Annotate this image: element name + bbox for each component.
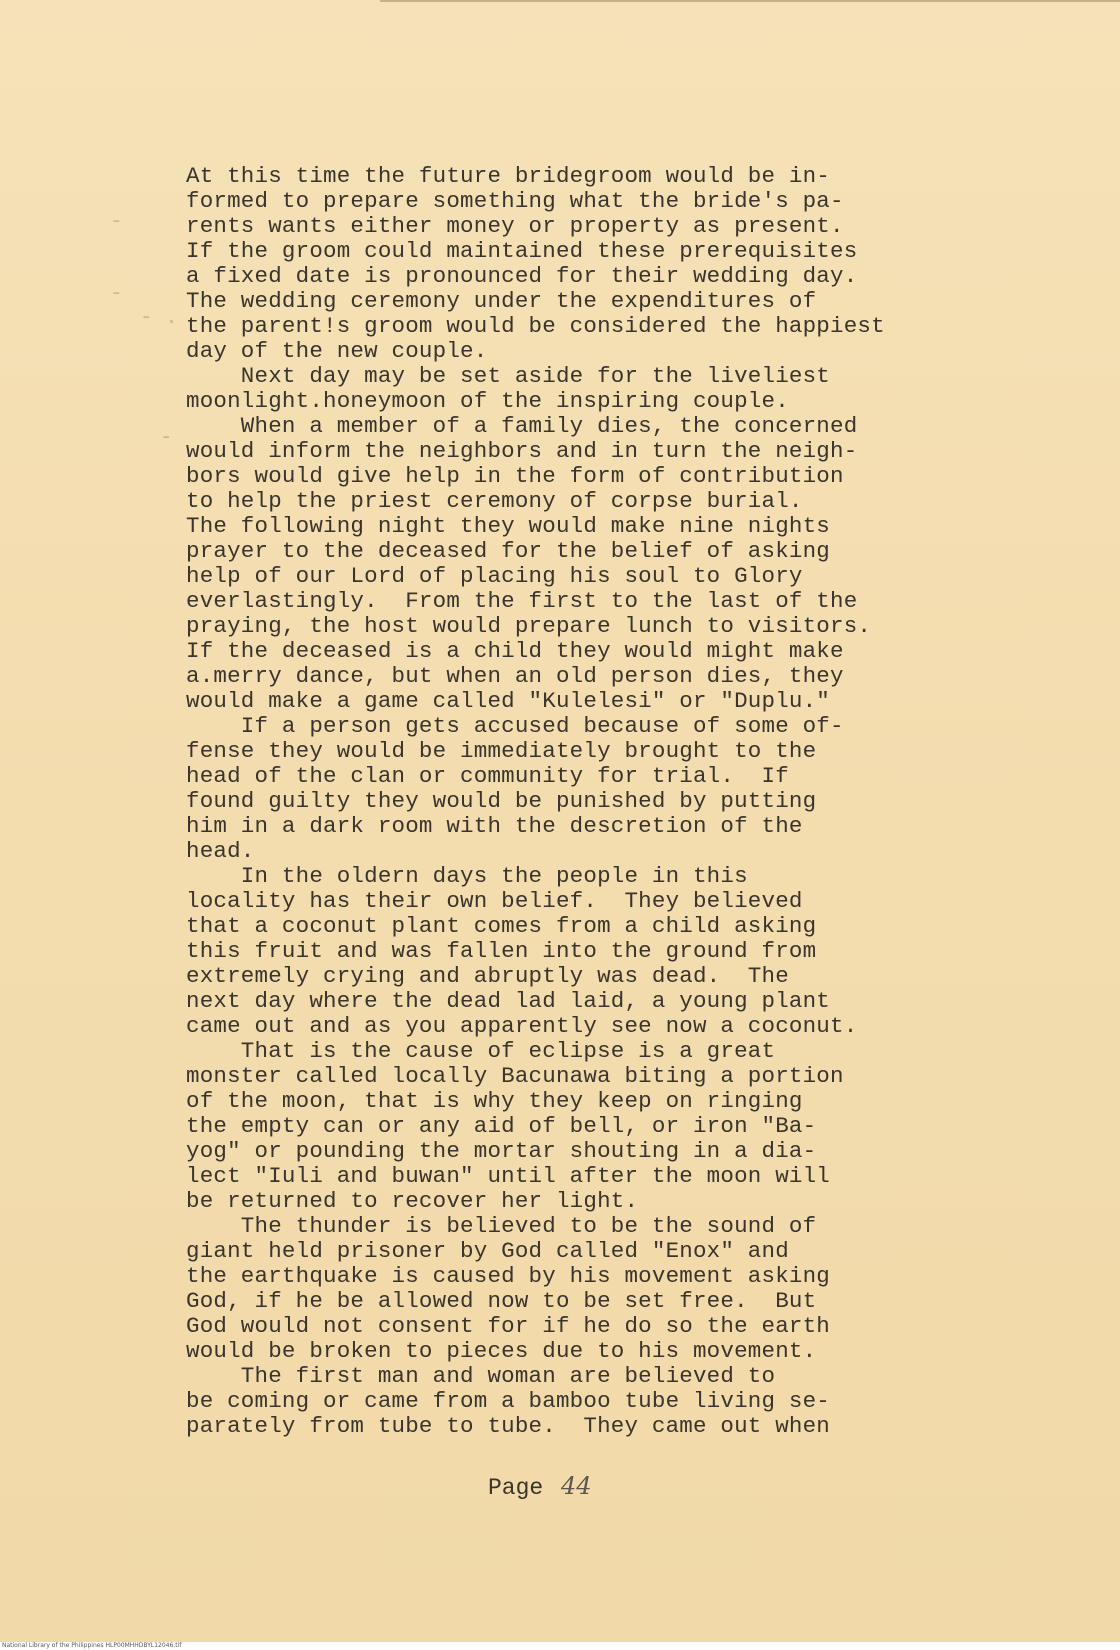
text-line: If a person gets accused because of some of- <box>186 713 844 739</box>
text-line: the earthquake is caused by his movement asking <box>186 1263 831 1289</box>
text-line: yog" or pounding the mortar shouting in a dia- <box>186 1138 817 1164</box>
text-line: the parent!s groom would be considered the happiest <box>186 313 885 339</box>
text-line: monster called locally Bacunawa biting a portion <box>186 1063 844 1089</box>
text-line: locality has their own belief. They believed <box>186 888 803 914</box>
text-line: found guilty they would be punished by putting <box>186 788 817 814</box>
text-line: bors would give help in the form of contribution <box>186 463 844 489</box>
text-line: a.merry dance, but when an old person dies, they <box>186 663 844 689</box>
text-line: everlastingly. From the first to the last of the <box>186 588 858 614</box>
show-through-marks: - <box>110 211 123 234</box>
page-number-value: 44 <box>561 1472 592 1500</box>
page-number-label: Page <box>488 1475 544 1501</box>
text-line: prayer to the deceased for the belief of asking <box>186 538 831 564</box>
scan-footer <box>0 1642 1120 1650</box>
text-line: help of our Lord of placing his soul to Glory <box>186 563 803 589</box>
text-line: that a coconut plant comes from a child asking <box>186 913 817 939</box>
text-line: giant held prisoner by God called "Enox" and <box>186 1238 789 1264</box>
text-line: him in a dark room with the descretion of the <box>186 813 803 839</box>
text-line: formed to prepare something what the bride's pa- <box>186 188 844 214</box>
text-line: extremely crying and abruptly was dead. The <box>186 963 789 989</box>
typewritten-body <box>186 164 1086 1439</box>
text-line: head of the clan or community for trial. If <box>186 763 789 789</box>
text-line: praying, the host would prepare lunch to visitors. <box>186 613 872 639</box>
text-line: this fruit and was fallen into the ground from <box>186 938 817 964</box>
text-line: would make a game called "Kulelesi" or "Duplu." <box>186 688 831 714</box>
text-line: parately from tube to tube. They came out when <box>186 1413 831 1439</box>
text-line: God would not consent for if he do so the earth <box>186 1313 831 1339</box>
text-line: be coming or came from a bamboo tube living se- <box>186 1388 831 1414</box>
scan-footer-text: National Library of the Philippines HLP00MHHDBYL12046.tif <box>2 1642 182 1649</box>
text-line: Next day may be set aside for the liveliest <box>186 363 831 389</box>
show-through-marks: - <box>110 283 123 306</box>
text-line: a fixed date is pronounced for their wedding day. <box>186 263 858 289</box>
text-line: If the groom could maintained these prerequisites <box>186 238 858 264</box>
text-line: In the oldern days the people in this <box>186 863 748 889</box>
text-line: When a member of a family dies, the concerned <box>186 413 858 439</box>
text-line: came out and as you apparently see now a coconut. <box>186 1013 858 1039</box>
text-line: of the moon, that is why they keep on ringing <box>186 1088 803 1114</box>
text-line: head. <box>186 838 255 864</box>
text-line: At this time the future bridegroom would be in- <box>186 163 831 189</box>
text-line: fense they would be immediately brought to the <box>186 738 817 764</box>
text-line: moonlight.honeymoon of the inspiring couple. <box>186 388 789 414</box>
text-line: The following night they would make nine nights <box>186 513 831 539</box>
text-line: be returned to recover her light. <box>186 1188 639 1214</box>
text-line: lect "Iuli and buwan" until after the moon will <box>186 1163 831 1189</box>
text-line: would inform the neighbors and in turn the neigh- <box>186 438 858 464</box>
text-line: would be broken to pieces due to his movement. <box>186 1338 817 1364</box>
text-line: If the deceased is a child they would might make <box>186 638 844 664</box>
text-line: The thunder is believed to be the sound of <box>186 1213 817 1239</box>
text-line: next day where the dead lad laid, a young plant <box>186 988 831 1014</box>
text-line: rents wants either money or property as present. <box>186 213 844 239</box>
text-line: The wedding ceremony under the expenditures of <box>186 288 817 314</box>
show-through-marks: - . <box>140 307 178 330</box>
text-line: the empty can or any aid of bell, or iron "Ba- <box>186 1113 817 1139</box>
text-line: That is the cause of eclipse is a great <box>186 1038 776 1064</box>
text-line: to help the priest ceremony of corpse burial. <box>186 488 803 514</box>
text-line: day of the new couple. <box>186 338 488 364</box>
page-top-edge <box>380 0 1120 2</box>
show-through-marks: - <box>160 427 173 450</box>
text-line: God, if he be allowed now to be set free. But <box>186 1288 817 1314</box>
page-number <box>488 1472 592 1501</box>
text-line: The first man and woman are believed to <box>186 1363 776 1389</box>
